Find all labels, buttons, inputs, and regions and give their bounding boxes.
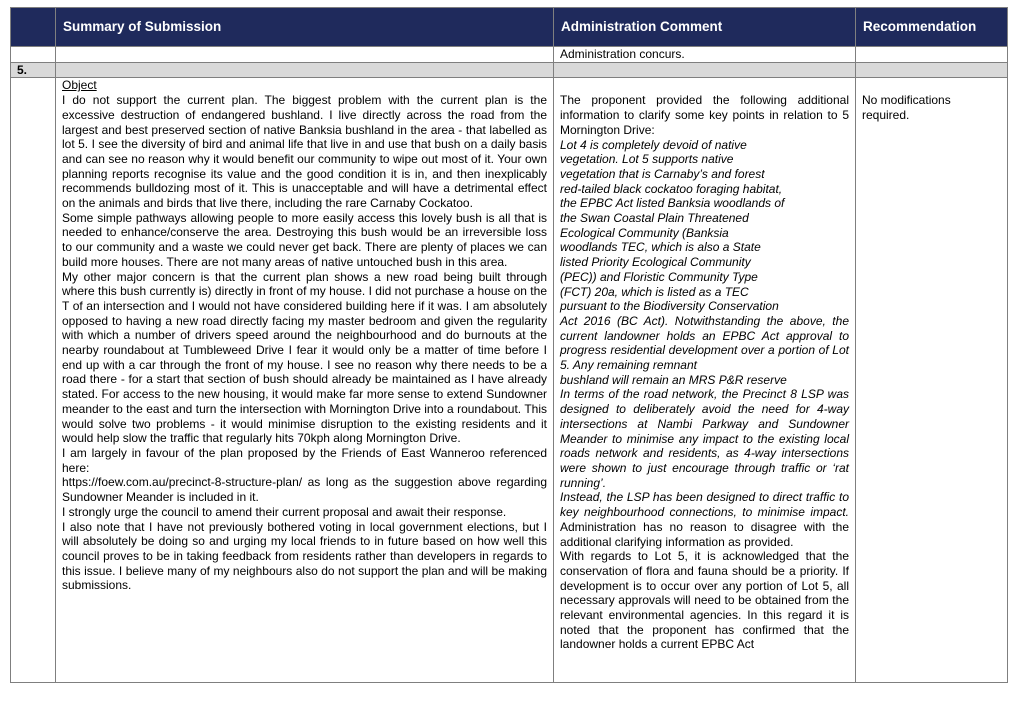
- recommendation: [856, 78, 1008, 683]
- admin-intro: The proponent provided the following additional information to clarify some key points in relation to 5 Mornington Drive:: [560, 93, 849, 137]
- header-admin-comment: Administration Comment: [554, 8, 856, 47]
- submission-paragraph: I also note that I have not previously bothered voting in local government elections, but I will absolutely be doing so and urging my local friends to in future based on how well this council proves to be in taking feedback from residents rather than developers in regards to this issue. I believe many of my neighbours also do not support the plan and will be making submissions.: [62, 519, 547, 593]
- recommendation-text: No modifications required.: [862, 93, 951, 123]
- admin-instead-plain: Administration has no reason to disagree with the additional clarifying information as provided.: [560, 519, 849, 549]
- admin-instead-paragraph: [560, 490, 849, 549]
- submission-paragraph: I do not support the current plan. The biggest problem with the current plan is the excessive destruction of endangered bushland. I live directly across the road from the largest and best preserved section of native Banksia bushland in the area - that labelled as lot 5. I see the diversity of bird and animal life that live in and use that bush on a daily basis and can see no reason why it would benefit our community to wipe out most of it. Your own planning reports recognise its value and the good condition it is in, and then inexplicably recommends bulldozing most of it. This is unacceptable and will have a detrimental effect on the animals and birds that live there, including the rare Carnaby Cockatoo.: [62, 93, 547, 211]
- admin-quote-paragraph: Act 2016 (BC Act). Notwithstanding the above, the current landowner holds an EPBC Act approval to progress residential development over a portion of Lot 5. Any remaining remnant: [560, 313, 849, 373]
- submission-paragraph: I am largely in favour of the plan proposed by the Friends of East Wanneroo referenced here:: [62, 445, 547, 475]
- admin-quote-line: (PEC)) and Floristic Community Type: [560, 269, 758, 284]
- admin-quote-line: the Swan Coastal Plain Threatened: [560, 211, 749, 226]
- submission-paragraph: My other major concern is that the current plan shows a new road being built through where this bush currently is) directly in front of my house. I did not purchase a house on the T of an intersection and I would not have considered building here if it was. I am absolutely opposed to having a new road directly facing my master bedroom and given the regularity with which a number of drivers speed around the neighbourhood and do burnouts at the nearby roundabout at Tumbleweed Drive I fear it would only be a matter of time before I end up with a car through the front of my house. I see no reason why there needs to be a road there - for a start that section of bush should already be maintained as I have already stated. For access to the new housing, it would make far more sense to extend Sundowner meander to the east and turn the intersection with Mornington Drive into a roundabout. This would solve two problems - it would minimise disruption to the existing residents and it would help slow the traffic that regularly hits 70kph along Mornington Drive.: [62, 269, 547, 446]
- admin-instead-italic: Instead, the LSP has been designed to direct traffic to key neighbourhood connections, to minimise impact.: [560, 490, 849, 520]
- submissions-table: [10, 7, 1008, 683]
- submission-heading: Object: [62, 78, 97, 93]
- table-row: [11, 78, 1008, 683]
- item-number: 5.: [11, 62, 56, 78]
- header-recommendation: Recommendation: [856, 8, 1008, 47]
- table-header-row: [11, 8, 1008, 47]
- admin-quote-line: Ecological Community (Banksia: [560, 225, 729, 240]
- admin-quote-line: bushland will remain an MRS P&R reserve: [560, 372, 787, 387]
- admin-quote-line: vegetation that is Carnaby’s and forest: [560, 166, 765, 181]
- admin-lot5-paragraph: With regards to Lot 5, it is acknowledged that the conservation of flora and fauna should be a priority. If development is to occur over any portion of Lot 5, all necessary approvals will need to be obtained from the relevant environmental agencies. In this regard it is noted that the proponent has confirmed that the landowner holds a current EPBC Act: [560, 549, 849, 652]
- table-row: [11, 47, 1008, 63]
- submission-link-paragraph: https://foew.com.au/precinct-8-structure-plan/ as long as the suggestion above regarding Sundowner Meander is included in it.: [62, 475, 547, 505]
- admin-quote-line: red-tailed black cockatoo foraging habitat,: [560, 181, 783, 196]
- prev-admin-comment: Administration concurs.: [554, 47, 856, 63]
- header-number: [11, 8, 56, 47]
- header-summary: Summary of Submission: [56, 8, 554, 47]
- item-number-row: [11, 62, 1008, 78]
- submission-paragraph: I strongly urge the council to amend their current proposal and await their response.: [62, 504, 507, 519]
- admin-quote-line: pursuant to the Biodiversity Conservation: [560, 299, 779, 314]
- admin-quote-line: the EPBC Act listed Banksia woodlands of: [560, 196, 785, 211]
- submission-paragraph: Some simple pathways allowing people to more easily access this lovely bush is all that is needed to enhance/conserve the area. Destroying this bush would be an irreversible loss to our community and a waste we could never get back. There are plenty of places we can build more houses. There are not many areas of native untouched bush in this area.: [62, 210, 547, 269]
- admin-quote-line: Lot 4 is completely devoid of native: [560, 137, 747, 152]
- admin-comment: [554, 78, 856, 683]
- admin-quote-line: (FCT) 20a, which is listed as a TEC: [560, 284, 749, 299]
- admin-quote-line: vegetation. Lot 5 supports native: [560, 152, 734, 167]
- submission-summary: [56, 78, 554, 683]
- admin-quote-line: listed Priority Ecological Community: [560, 255, 751, 270]
- admin-quote-line: woodlands TEC, which is also a State: [560, 240, 761, 255]
- admin-road-paragraph: In terms of the road network, the Precinct 8 LSP was designed to deliberately avoid the need for 4-way intersections at Nambi Parkway and Sundowner Meander to minimise any impact to the existing local roads network and residents, as 4-way intersections were shown to just encourage through traffic or ‘rat running’.: [560, 387, 849, 490]
